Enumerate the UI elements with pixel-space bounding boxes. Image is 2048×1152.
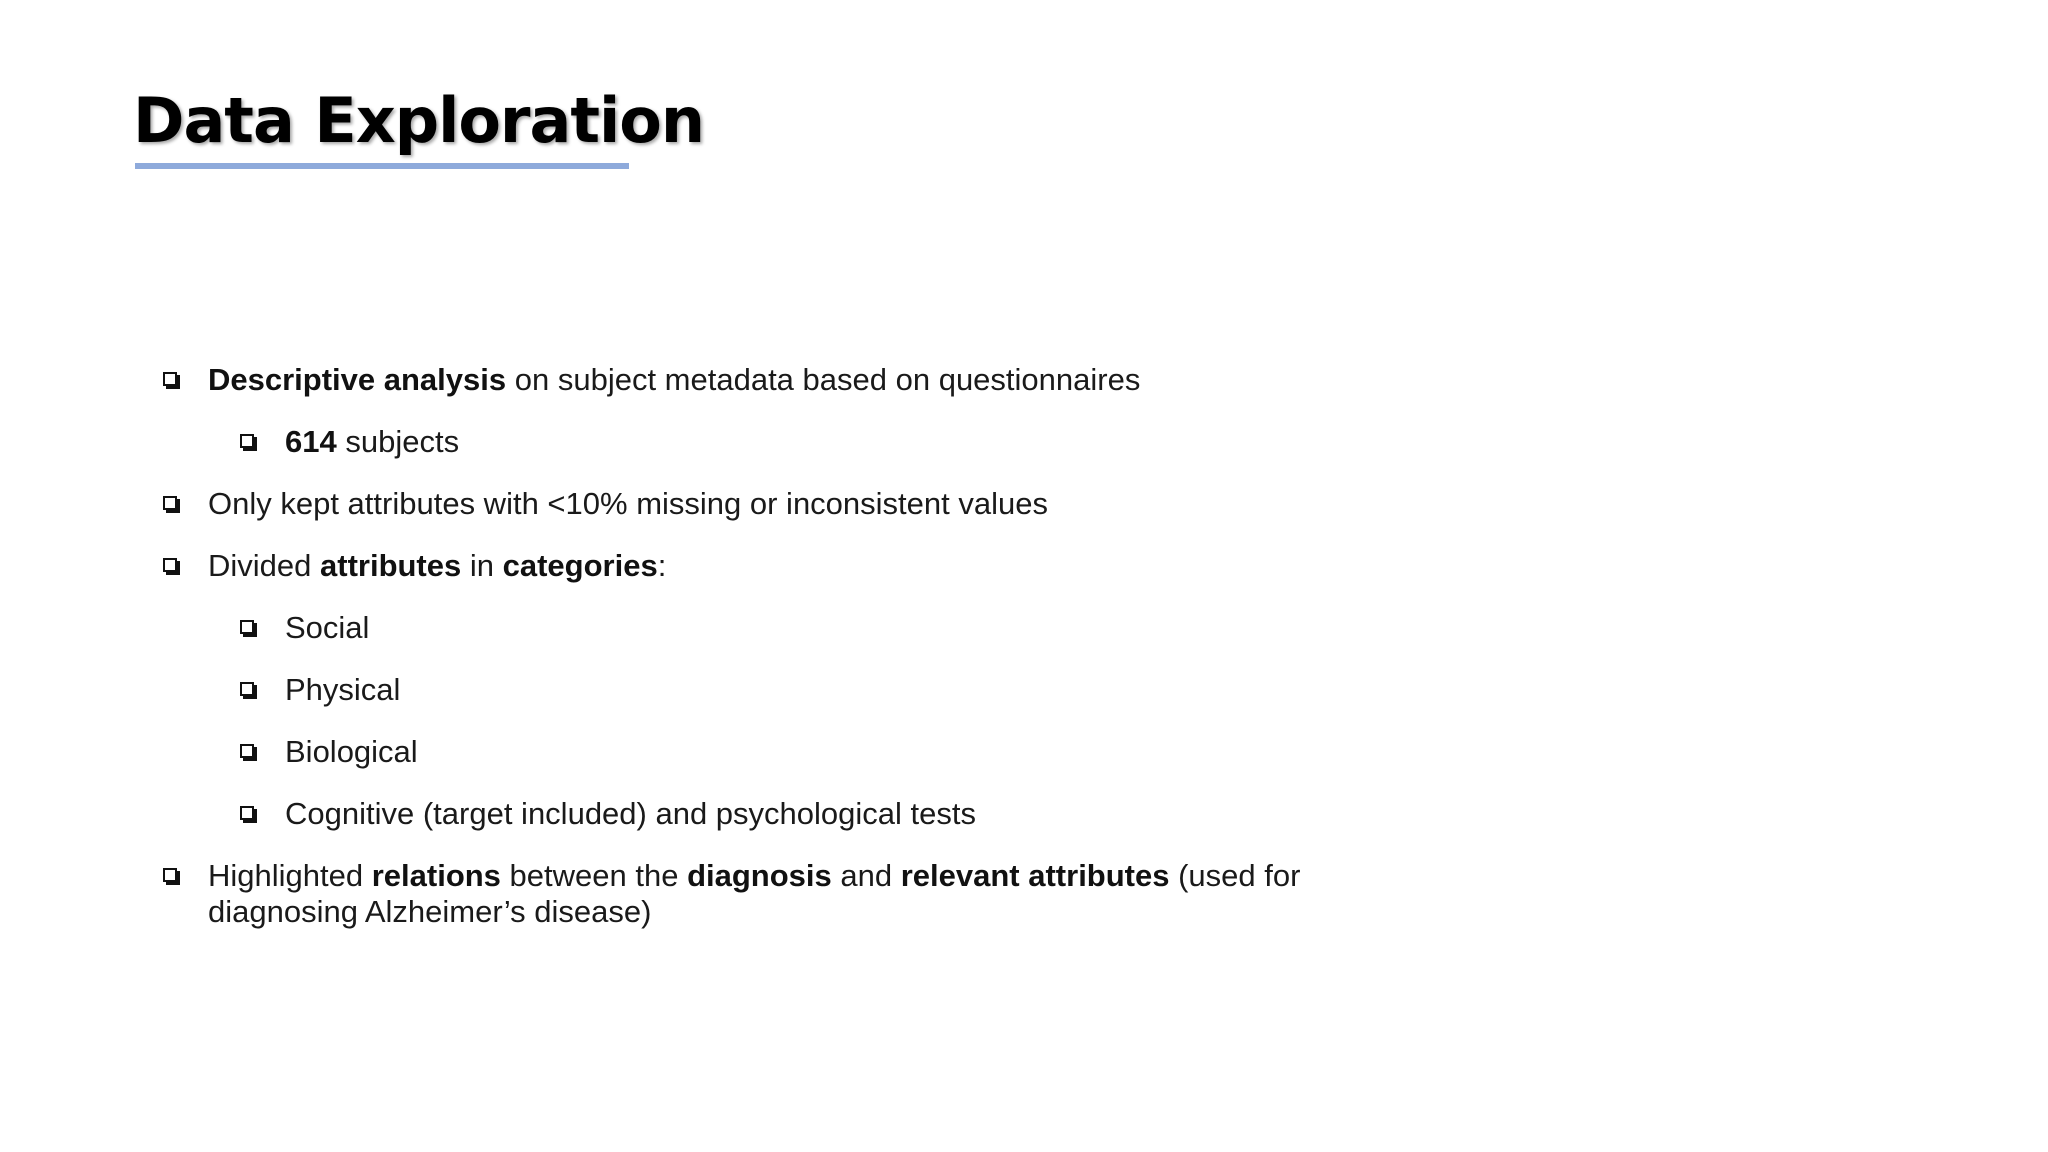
bullet-text: Only kept attributes with <10% missing or inconsistent values	[208, 486, 1048, 521]
checkbox-bullet-icon	[240, 682, 254, 696]
bullet-text: 614 subjects	[285, 424, 460, 459]
slide-title: Data Exploration	[133, 84, 704, 157]
bullet-item	[160, 362, 1460, 398]
bullet-text: Highlighted relations between the diagnosis and relevant attributes (used for diagnosing Alzheimer’s disease)	[208, 858, 1301, 929]
checkbox-bullet-icon	[240, 806, 254, 820]
checkbox-bullet-icon	[163, 558, 177, 572]
bullet-list	[160, 362, 1460, 956]
sub-bullet-item	[237, 734, 1460, 770]
checkbox-bullet-icon	[240, 744, 254, 758]
bullet-item	[160, 486, 1460, 522]
bullet-text: Descriptive analysis on subject metadata based on questionnaires	[208, 362, 1141, 397]
sub-bullet-item	[237, 610, 1460, 646]
bullet-text: Biological	[285, 734, 418, 769]
bullet-item	[160, 858, 1460, 930]
checkbox-bullet-icon	[163, 372, 177, 386]
sub-bullet-item	[237, 672, 1460, 708]
checkbox-bullet-icon	[163, 496, 177, 510]
checkbox-bullet-icon	[240, 434, 254, 448]
sub-bullet-item	[237, 796, 1460, 832]
title-underline	[135, 163, 629, 169]
bullet-text: Cognitive (target included) and psychological tests	[285, 796, 976, 831]
bullet-text: Social	[285, 610, 370, 645]
bullet-item	[160, 548, 1460, 584]
checkbox-bullet-icon	[163, 868, 177, 882]
bullet-text: Physical	[285, 672, 401, 707]
bullet-text: Divided attributes in categories:	[208, 548, 667, 583]
checkbox-bullet-icon	[240, 620, 254, 634]
sub-bullet-item	[237, 424, 1460, 460]
